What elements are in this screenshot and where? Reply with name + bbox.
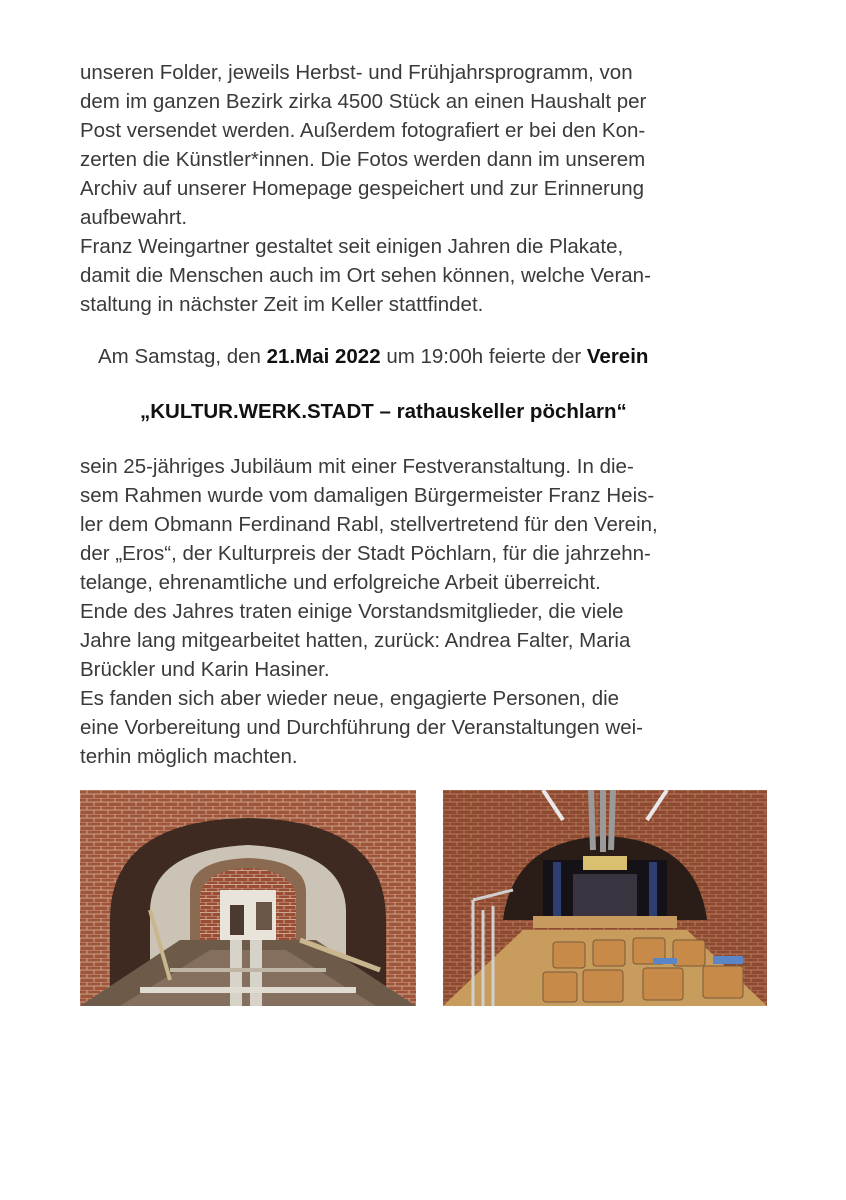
text-line: sein 25-jähriges Jubiläum mit einer Festveranstaltung. In die- xyxy=(80,455,634,478)
text-line: staltung in nächster Zeit im Keller stattfindet. xyxy=(80,293,484,316)
cellar-construction-photo xyxy=(80,790,416,1006)
text-line: Ende des Jahres traten einige Vorstandsmitglieder, die viele xyxy=(80,600,624,623)
text-line: Jahre lang mitgearbeitet hatten, zurück: Andrea Falter, Maria xyxy=(80,629,631,652)
text-line: aufbewahrt. xyxy=(80,206,188,229)
text-line: ler dem Obmann Ferdinand Rabl, stellvertretend für den Verein, xyxy=(80,513,658,536)
club-name-heading xyxy=(140,397,760,426)
renovated-cellar-image xyxy=(443,790,767,1006)
renovated-cellar-photo xyxy=(443,790,767,1006)
text-line: dem im ganzen Bezirk zirka 4500 Stück an einen Haushalt per xyxy=(80,90,647,113)
text-line: unseren Folder, jeweils Herbst- und Frühjahrsprogramm, von xyxy=(80,61,633,84)
paragraph-2 xyxy=(80,452,770,771)
text-line: Post versendet werden. Außerdem fotografiert er bei den Kon- xyxy=(80,119,646,142)
verein-word: Verein xyxy=(586,345,649,368)
anniversary-announcement xyxy=(98,342,788,371)
text-line: terhin möglich machten. xyxy=(80,745,298,768)
text-line: Archiv auf unserer Homepage gespeichert und zur Erinnerung xyxy=(80,177,645,200)
announcement-line xyxy=(98,342,788,371)
text-line: damit die Menschen auch im Ort sehen können, welche Veran- xyxy=(80,264,651,287)
text-line: eine Vorbereitung und Durchführung der Veranstaltungen wei- xyxy=(80,716,643,739)
event-date: 21.Mai 2022 xyxy=(266,345,381,368)
paragraph-1 xyxy=(80,58,770,319)
club-name: „KULTUR.WERK.STADT – rathauskeller pöchlarn“ xyxy=(140,400,627,423)
text-line: zerten die Künstler*innen. Die Fotos werden dann im unserem xyxy=(80,148,646,171)
text-line: der „Eros“, der Kulturpreis der Stadt Pöchlarn, für die jahrzehn- xyxy=(80,542,651,565)
text-line: Brückler und Karin Hasiner. xyxy=(80,658,330,681)
cellar-construction-image xyxy=(80,790,416,1006)
announcement-text: Am Samstag, den xyxy=(98,345,267,368)
text-line: Es fanden sich aber wieder neue, engagierte Personen, die xyxy=(80,687,620,710)
text-line: Franz Weingartner gestaltet seit einigen Jahren die Plakate, xyxy=(80,235,624,258)
announcement-text: um 19:00h feierte der xyxy=(380,345,587,368)
text-line: sem Rahmen wurde vom damaligen Bürgermeister Franz Heis- xyxy=(80,484,655,507)
text-line: telange, ehrenamtliche und erfolgreiche Arbeit überreicht. xyxy=(80,571,601,594)
